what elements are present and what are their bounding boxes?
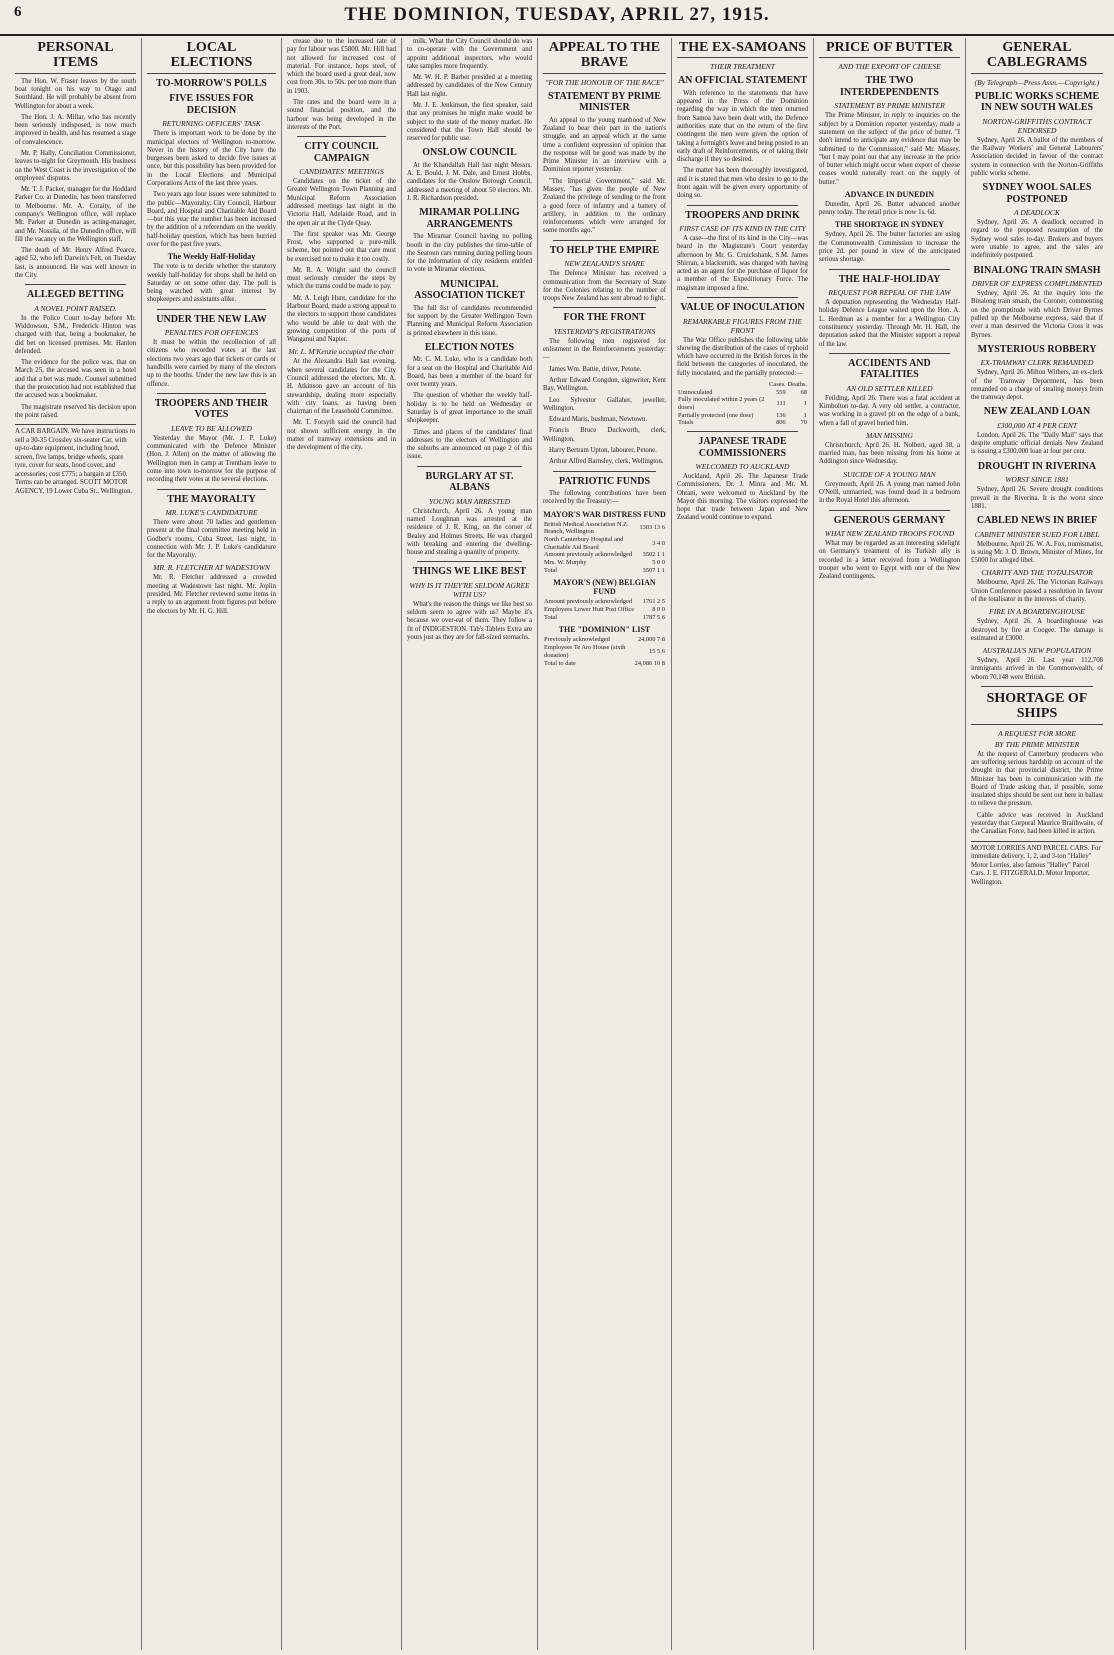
article-headline: SYDNEY WOOL SALES POSTPONED	[982, 182, 1092, 205]
article-paragraph: The Prime Minister, in reply to inquiries on the subject by a Dominion reporter yesterday, made a statement on the subject of the price of butter. "I don't intend to anticipate any evidence that may be submitted to the Commission," said Mr. Massey, "but I may point out that any increase in the price of butter which might occur when export of cheese ceases would naturally react on the supply of butter."	[819, 112, 960, 186]
article-headline: BINALONG TRAIN SMASH	[973, 264, 1101, 276]
divider	[829, 510, 950, 511]
article-headline: DROUGHT IN RIVERINA	[977, 460, 1097, 472]
article-headline: UNDER THE NEW LAW	[156, 313, 267, 325]
article-paragraph: Sydney, April 26. Last year 112,708 immigrants arrived in the Commonwealth, of whom 70,148 were British.	[971, 657, 1103, 681]
article-subhead: MR. R. FLETCHER AT WADESTOWN	[153, 563, 270, 573]
divider	[687, 431, 798, 432]
article-subhead: A DEADLOCK	[1014, 208, 1060, 218]
article-subhead: DRIVER OF EXPRESS COMPLIMENTED	[971, 279, 1103, 289]
table-cell: Mrs. W. Murphy	[544, 559, 587, 566]
table-cell: Previously acknowledged	[544, 636, 610, 644]
table-row	[677, 419, 808, 427]
list-item: James Wm. Battie, driver, Petone.	[549, 365, 642, 373]
article-columns	[10, 38, 1108, 1650]
table-row	[543, 644, 666, 659]
article-subhead: CANDIDATES' MEETINGS	[299, 167, 384, 177]
article-headline: VALUE OF INOCULATION	[680, 302, 805, 314]
article-paragraph: The rates and the board were in a sound financial position, and the harbour was being developed in the interests of the Port.	[287, 98, 396, 131]
article-headline: ALLEGED BETTING	[27, 289, 124, 301]
article-paragraph: The full list of candidates recommended for support by the Greater Wellington Town Planning and Municipal Reform Association is printed elsewhere in this issue.	[407, 304, 532, 337]
column-3	[282, 38, 402, 1650]
article-paragraph: London, April 26. The "Daily Mail" says that despite emphatic official denials New Zealand is issuing a £300,000 loan at four per cent.	[971, 431, 1103, 456]
article-paragraph: Cable advice was received in Auckland yesterday that Corporal Maurice Braithwaite, of the Canadian Force, had been killed in action.	[971, 811, 1103, 836]
table-row	[543, 660, 666, 668]
article-paragraph: The following men registered for enlistment in the Reinforcements yesterday:—	[543, 337, 666, 362]
article-headline: FOR THE FRONT	[563, 312, 646, 324]
divider	[157, 393, 266, 394]
table-row	[543, 551, 666, 559]
article-paragraph: The question of whether the weekly half-holiday is to be held on Wednesday or Saturday is of great importance to the small shopkeeper.	[407, 392, 532, 425]
article-headline: BURGLARY AT ST. ALBANS	[425, 470, 514, 494]
list-item: Arthur Edward Congdon, signwriter, Kent Bay, Wellington.	[543, 376, 666, 393]
table-title: THE "DOMINION" LIST	[558, 625, 651, 635]
table-cell: 3507 1 1	[642, 566, 665, 574]
column-1	[10, 38, 142, 1650]
article-headline: PUBLIC WORKS SCHEME IN NEW SOUTH WALES	[974, 90, 1100, 114]
article-paragraph: At the Alexandra Hall last evening, when several candidates for the City Council addressed the electors, Mr. A. H. Atkinson gave an account of his stewardship, dealing more especially with city loans, as having been chairman of the Leasehold Committee.	[287, 358, 396, 416]
article-paragraph: Two years ago four issues were submitted to the public—Mayoralty, City Council, Harbour Board, and Hospital and Charitable Aid Board—but this year the number has been increased by the addition of a referendum on the weekly half-holiday question, which has been hurried over for the past five years.	[147, 191, 276, 248]
table-row	[677, 389, 808, 397]
article-paragraph: Dunedin, April 26. Butter advanced another penny today. The retail price is now 1s. 6d.	[819, 200, 960, 217]
fund-table	[543, 598, 666, 621]
article-paragraph: It must be within the recollection of all citizens who recorded votes at the last elections two years ago that tickets or cards or handbills were carried by many of the electors up to the booths. Under the new law this is an offence.	[147, 339, 276, 388]
article-subhead: FIRST CASE OF ITS KIND IN THE CITY	[679, 224, 806, 234]
article-headline: ACCIDENTS AND FATALITIES	[848, 357, 931, 381]
table-header-cell: Cases.	[769, 380, 786, 388]
article-paragraph: The death of Mr. Henry Alfred Pearce, aged 52, who left Darwin's Felt, on Tuesday last, is announced. He was well known in the City.	[15, 247, 136, 279]
table-cell: Amount previously acknowledged	[544, 551, 633, 559]
article-subhead: YOUNG MAN ARRESTED	[428, 496, 511, 506]
article-headline: MUNICIPAL ASSOCIATION TICKET	[414, 278, 525, 302]
article-subhead: FIRE IN A BOARDINGHOUSE	[989, 607, 1085, 617]
table-cell: Fully inoculated within 2 years (2 doses)	[678, 396, 765, 411]
article-paragraph: Sydney, April 26. The butter factories are using the Commonwealth Commission to increase the price 2d. per pound in view of the anticipated serious shortage.	[819, 231, 960, 264]
article-paragraph: The Hon. J. A. Millar, who has recently been seriously indisposed, is now much improved in health, and has resumed a stage of convalescence.	[15, 113, 136, 146]
article-paragraph: There were about 70 ladies and gentlemen present at the final committee meeting held in Godber's rooms, Cuba Street, last night, in connection with Mr. J. P. Luke's candidature for the Mayoralty.	[147, 519, 276, 560]
article-paragraph: Sydney, April 26. A deadlock occurred in regard to the proposed resumption of the Sydney wool sales to-day. Brokers and buyers were unable to agree, and the sales are indefinitely postponed.	[971, 219, 1103, 260]
article-paragraph: The War Office publishes the following table showing the distribution of the cases of typhoid which have occurred in the British forces in the field between the categories of inoculated, the fully inoculated, and the partially protected:—	[677, 336, 808, 377]
table-cell: Amount previously acknowledged	[544, 598, 633, 606]
article-subhead: NEW ZEALAND'S SHARE	[564, 259, 645, 269]
column-2	[142, 38, 282, 1650]
table-cell: Employees Lower Hutt Post Office	[544, 606, 635, 614]
table-row	[543, 606, 666, 614]
table-header-cell: Deaths.	[787, 380, 807, 388]
article-paragraph: A case—the first of its kind in the City—was heard in the Magistrate's Court yesterday afternoon by Mr. G. Cruickshank, S.M. James Shirran, a blacksmith, was charged with having acted as an agent for the purchase of liquor for a member of the Expeditionary Force. The magistrate imposed a fine.	[677, 235, 808, 292]
article-subhead: MR. LUKE'S CANDIDATURE	[165, 508, 258, 517]
article-headline: MIRAMAR POLLING ARRANGEMENTS	[419, 207, 520, 230]
article-paragraph: Mr. J. E. Jenkinson, the first speaker, said that any promises he might make would be subject to the state of the money market. He considered that the Town Hall should be reserved for public use.	[407, 101, 532, 143]
divider	[829, 353, 950, 354]
table-row	[543, 598, 666, 606]
article-subhead: £300,000 AT 4 PER CENT	[996, 420, 1078, 430]
article-paragraph: Times and places of the candidates' final addresses to the electors of Wellington and the suburbs are announced on page 2 of this issue.	[407, 428, 532, 461]
article-headline: JAPANESE TRADE COMMISSIONERS	[698, 436, 787, 459]
article-subhead: THEIR TREATMENT	[710, 62, 775, 72]
article-headline: STATEMENT BY PRIME MINISTER	[548, 90, 661, 114]
list-item: Arthur Alfred Barnsley, clerk, Wellington.	[549, 458, 664, 466]
article-paragraph: The vote is to decide whether the statutory weekly half-holiday for shops shall be held on Saturday or on some other day. The poll is being watched with great interest by shopkeepers and assistants alike.	[147, 263, 276, 304]
table-cell: 8 0 0	[652, 606, 665, 614]
table-cell: 1303 13 6	[639, 524, 665, 532]
section-heading: THE EX-SAMOANS	[677, 40, 808, 58]
article-paragraph: The magistrate reserved his decision upon the point raised.	[15, 403, 136, 419]
table-row	[677, 412, 808, 420]
article-paragraph: Sydney, April 26. At the inquiry into the Binalong train smash, the Coroner, commenting on the promptitude with which Driver Byrnes pulled up the Melbourne express, said that if ever a man deserved the Victoria Cross it was Byrnes.	[971, 290, 1103, 339]
table-cell: 5 0 0	[652, 559, 665, 566]
article-paragraph: Christchurch, April 26. H. Nolbert, aged 38, a married man, has been missing from his home at Addington since Wednesday.	[819, 441, 960, 466]
article-paragraph: What may be regarded as an interesting sidelight on Germany's treatment of its Turkish ally is recorded in a letter received from a Wellington trooper who went to Egypt with one of the New Zealand contingents.	[819, 540, 960, 581]
masthead	[0, 0, 1114, 36]
article-paragraph: Mr. R. Fletcher addressed a crowded meeting at Wadestown last night. Mr. Joplin presided. Mr. Fletcher reviewed some items in a reply to an argument from figures put before the electors by Mr. H. G. Hill.	[147, 574, 276, 615]
article-subhead: NORTON-GRIFFITHS CONTRACT ENDORSED	[982, 116, 1092, 135]
table-cell: 68	[800, 388, 807, 396]
table-cell: 559	[776, 388, 786, 396]
article-paragraph: "The Imperial Government," said Mr. Massey, "has given the people of New Zealand the privilege of sending to the front a good force of infantry and a battery of artillery, in addition to the ordinary reinforcements which were arranged for some months ago."	[543, 177, 666, 235]
article-subhead: ADVANCE IN DUNEDIN	[844, 189, 935, 199]
table-cell: 1761 2 5	[642, 598, 665, 606]
article-headline: THE MAYORALTY	[167, 493, 256, 505]
divider	[687, 205, 798, 206]
column-4	[402, 38, 538, 1650]
article-paragraph: The evidence for the police was, that on March 25, the accused was seen in a hotel and that a bet was made. Counsel submitted that the prosecution had not established that the accused was a bookmaker.	[15, 359, 136, 400]
table-cell: Uninoculated	[678, 388, 713, 396]
article-subhead: EX-TRAMWAY CLERK REMANDED	[980, 358, 1094, 368]
article-paragraph: crease due to the increased rate of pay for labour was £5800. Mr. Hill had not allowed for increased cost of material. For instance, hops steel, of which the board used a great deal, now cost from 30s. to 50s. per ton more than in 1903.	[287, 38, 396, 95]
section-heading: PRICE OF BUTTER	[819, 40, 960, 58]
article-paragraph: Christchurch, April 26. A young man named Loughnan was arrested at the residence of J. R. King, on the corner of Bealey and Holmes Streets. He was charged with breaking and entering the dwelling-house and stealing a quantity of property.	[407, 507, 532, 557]
article-paragraph: A deputation representing the Wednesday Half-holiday Defence League waited upon the Hon. A. L. Herdman as a member for a Wellington City constituency yesterday. Through Mr. H. Hall, the deputation asked that the Minister support a repeal of the law.	[819, 299, 960, 348]
article-headline: PATRIOTIC FUNDS	[558, 475, 651, 487]
article-subhead: FIVE ISSUES FOR DECISION	[169, 93, 254, 116]
article-subhead: YESTERDAY'S REGISTRATIONS	[553, 326, 656, 336]
article-paragraph: Sydney, April 26. Severe drought conditions prevail in the Riverina. It is the worst since 1881.	[971, 486, 1103, 510]
article-subhead: RETURNING OFFICERS' TASK	[162, 119, 261, 129]
divider	[829, 269, 950, 270]
table-cell: 1	[803, 411, 807, 419]
article-paragraph: The Miramar Council having no polling booth in the city publishes the time-table of the Seatoun cars running during polling hours for the information of city residents entitled to vote in Miramar elections.	[407, 233, 532, 274]
table-row	[543, 521, 666, 536]
article-headline: CITY COUNCIL CAMPAIGN	[304, 141, 379, 164]
section-heading: GENERAL CABLEGRAMS	[971, 40, 1103, 74]
article-subhead: A NOVEL POINT RAISED.	[34, 303, 117, 313]
byline: (By Telegraph—Press Assn.—Copyright.)	[974, 77, 1100, 87]
table-row	[543, 614, 666, 622]
article-subhead: WHAT NEW ZEALAND TROOPS FOUND	[824, 529, 955, 539]
article-headline: NEW ZEALAND LOAN	[983, 406, 1091, 418]
article-subhead: WORST SINCE 1881	[1005, 475, 1069, 485]
article-paragraph: Sydney, April 26. A ballot of the members of the Railway Workers' and General Labourers' Association decided in favour of the contract system in connection with the Norton-Griffiths public works scheme.	[971, 136, 1103, 177]
article-subhead: REQUEST FOR REPEAL OF THE LAW	[828, 288, 951, 298]
table-cell: 3502 1 1	[642, 551, 665, 559]
article-subhead: LEAVE TO BE ALLOWED	[171, 423, 252, 433]
table-cell: Total to date	[544, 659, 576, 667]
article-subhead: CHARITY AND THE TOTALISATOR	[981, 568, 1093, 578]
divider	[25, 284, 126, 285]
article-paragraph: In the Police Court to-day before Mr. Widdowson, S.M., Frederick Hinton was charged with that, being a bookmaker, he did bet on licensed premises. Mr. Hanlon defended.	[15, 314, 136, 355]
list-item: Leo Sylvestor Gallaher, jeweller, Wellington.	[543, 396, 666, 412]
article-subhead: AND THE EXPORT OF CHEESE	[838, 62, 941, 72]
article-headline: ELECTION NOTES	[424, 341, 515, 353]
article-headline: TO HELP THE EMPIRE	[549, 244, 660, 256]
article-subhead: BY THE PRIME MINISTER	[994, 739, 1080, 749]
article-subhead: AUSTRALIA'S NEW POPULATION	[982, 646, 1092, 656]
divider	[297, 136, 386, 137]
table-cell: 1787 5 6	[642, 613, 665, 621]
article-paragraph: The following contributions have been received by the Treasury:—	[543, 490, 666, 506]
table-cell: 24,000 7 8	[637, 636, 665, 644]
article-subhead: REMARKABLE FIGURES FROM THE FRONT	[683, 316, 802, 335]
article-paragraph: Yesterday the Mayor (Mr. J. P. Luke) communicated with the Defence Minister (Hon. J. Allen) on the matter of allowing the Wellington men in camp at Trentham leave to come into town to-morrow for the purpose of recording their votes at the several elections.	[147, 434, 276, 484]
article-subhead: The Weekly Half-Holiday	[167, 252, 256, 262]
article-subhead: THE SHORTAGE IN SYDNEY	[834, 220, 945, 230]
section-heading: APPEAL TO THE BRAVE	[543, 40, 666, 74]
article-paragraph: Mr. P. Hally, Conciliation Commissioner, leaves to-night for Greymouth. His business on the West Coast is the investigation of the employees' disputes.	[15, 150, 136, 182]
article-paragraph: Mr. T. J. Packer, manager for the Hoddard Parker Co. at Dunedin, has been transferred to Melbourne. Mr. A. Coraity, of the company's Wellington office, will replace Mr. Parker at Dunedin as acting-manager, and Mr. Nossila, of the Dunedin office, will fill the vacancy on the Wellington staff.	[15, 186, 136, 243]
article-subhead: AN OLD SETTLER KILLED	[846, 383, 933, 393]
list-item: Francis Bruce Duckworth, clerk, Wellington.	[543, 427, 666, 443]
divider	[157, 309, 266, 310]
article-subhead: PENALTIES FOR OFFENCES	[164, 328, 259, 338]
table-title: MAYOR'S WAR DISTRESS FUND	[543, 509, 666, 519]
section-heading: SHORTAGE OF SHIPS	[971, 691, 1103, 725]
article-paragraph: Mr. W. H. P. Barber presided at a meeting addressed by candidates of the New Century Hall last night.	[407, 74, 532, 98]
article-headline: TROOPERS AND DRINK	[685, 209, 800, 221]
column-8	[966, 38, 1108, 1650]
table-cell: 24,086 10 8	[634, 659, 665, 667]
table-cell: 806	[776, 419, 786, 427]
classified-ad: A CAR BARGAIN. We have instructions to sell a 30-35 Crossley six-seater Car, with up-to-date equipment, including hood, screen, five lamps, bridge wheels, spare tyre, cover for seats, hood cover, and accessories; cost £775; a bargain at £350. Terms can be arranged. SCOTT MOTOR AGENCY, 19 Lower Cuba St., Wellington.	[15, 424, 136, 496]
table-header-cell	[677, 381, 768, 389]
table-cell: Total	[544, 566, 558, 574]
column-7	[814, 38, 966, 1650]
article-paragraph: With reference to the statements that have appeared in the Press of the Dominion regarding the way in which the men returned from Samoa have been dealt with, the Defence authorities state that on the return of the first contingent the men were given the option of taking a fortnight's leave and being posted to an early draft of Reinforcements, or of taking their discharge if they so desired.	[677, 89, 808, 164]
article-paragraph: What's the reason the things we like best so seldom seem to agree with us? Maybe it's because we over-eat of them. They follow a fit of INDIGESTION. Tab's Tablets Extra are yours just as they are for fall-sized stomachs.	[407, 600, 532, 641]
classified-ad: MOTOR LORRIES AND PARCEL CARS. For immediate delivery, 1, 2, and 3-ton "Halley" Motor Lorries, also famous "Halley" Parcel Cars. J. E. FITZGERALD, Motor Importer, Wellington.	[971, 841, 1103, 887]
article-paragraph: At the Khandallah Hall last night Messrs. A. E. Bould, J. M. Dale, and Ernest Hobbs, candidates for the Onslow Borough Council, addressed a meeting of about 50 electors. Mr. J. R. Richardson presided.	[407, 161, 532, 202]
article-paragraph: milk. What the City Council should do was to co-operate with the Government and appoint additional inspectors, who would take samples more frequently.	[407, 38, 532, 70]
table-cell: North Canterbury Hospital and Charitable Aid Board	[544, 535, 624, 551]
article-paragraph: There is important work to be done by the municipal electors of Wellington to-morrow. Never in the history of the City have the burgesses been asked to decide five issues at once, but this possibility has been provided for in the Local Elections and Municipal Corporations Acts of the last three years.	[147, 130, 276, 187]
table-row	[543, 559, 666, 567]
article-paragraph: Candidates on the ticket of the Greater Wellington Town Planning and Municipal Reform Association addressed meetings last night in the Victoria Hall, Adelaide Road, and in the open air at the Clyde Quay.	[287, 178, 396, 227]
article-subhead: CABINET MINISTER SUED FOR LIBEL	[974, 529, 1100, 539]
table-header-row	[677, 381, 808, 389]
section-heading: LOCAL ELECTIONS	[147, 40, 276, 74]
article-subhead: TO-MORROW'S POLLS	[156, 77, 267, 89]
article-headline: TROOPERS AND THEIR VOTES	[154, 397, 269, 421]
article-subhead: Mr. L. M'Kenzie occupied the chair	[288, 347, 395, 357]
divider	[553, 307, 656, 308]
article-paragraph: Greymouth, April 26. A young man named John O'Neill, unmarried, was found dead in a bedroom in the Royal Hotel this afternoon.	[819, 480, 960, 505]
article-paragraph: Melbourne, April 26. W. A. Fox, numismatist, is suing Mr. J. D. Brown, Minister of Mines, for £5000 for alleged libel.	[971, 540, 1103, 565]
article-headline: THE TWO INTERDEPENDENTS	[840, 75, 939, 98]
article-subhead: STATEMENT BY PRIME MINISTER	[834, 101, 945, 111]
article-subhead: WHY IS IT THEY'RE SELDOM AGREE WITH US?	[409, 580, 530, 599]
table-cell: 111	[776, 400, 786, 408]
article-paragraph: Melbourne, April 26. The Victorian Railways Union Conference passed a resolution in favour of the totalisator in the interests of charity.	[971, 579, 1103, 603]
table-cell: 136	[776, 411, 786, 419]
table-cell: Total	[544, 613, 558, 621]
article-subhead: "FOR THE HONOUR OF THE RACE"	[545, 77, 664, 87]
table-cell: Employees Te Aro House (sixth donation)	[544, 644, 626, 659]
table-row	[543, 536, 666, 551]
column-6	[672, 38, 814, 1650]
article-subhead: A REQUEST FOR MORE	[998, 728, 1076, 738]
section-heading: PERSONAL ITEMS	[15, 40, 136, 74]
table-cell: 1	[803, 400, 807, 408]
column-5	[538, 38, 672, 1650]
article-headline: AN OFFICIAL STATEMENT	[677, 75, 808, 87]
article-headline: MYSTERIOUS ROBBERY	[977, 343, 1097, 355]
article-headline: THE HALF-HOLIDAY	[838, 273, 941, 285]
article-paragraph: Sydney, April 26. A boardinghouse was destroyed by fire at Coogee. The damage is estimated at £3000.	[971, 618, 1103, 642]
article-subhead: WELCOMED TO AUCKLAND	[695, 462, 790, 472]
table-cell: Totals	[678, 419, 694, 427]
table-row	[677, 396, 808, 411]
newspaper-title: THE DOMINION, TUESDAY, APRIL 27, 1915.	[344, 4, 770, 25]
table-cell: British Medical Association N.Z. Branch, Wellington	[544, 520, 629, 536]
table-row	[543, 567, 666, 575]
article-paragraph: The matter has been thoroughly investigated, and it is stated that men who desire to go to the front again will be given every opportunity of doing so.	[677, 167, 808, 200]
article-subhead: MAN MISSING	[866, 430, 913, 440]
divider	[553, 240, 656, 241]
list-item: Edward Maris, bushman, Newtown.	[549, 416, 648, 424]
inoculation-table	[677, 381, 808, 427]
article-paragraph: The first speaker was Mr. George Frost, who supported a pure-milk scheme, but pointed out that care must be exercised not to make it too costly.	[287, 230, 396, 263]
article-paragraph: The Hon. W. Fraser leaves by the south boat tonight on his way to Otago and Southland. He will probably be absent from Wellington for about a week.	[15, 77, 136, 110]
article-paragraph: Sydney, April 26. Milton Withers, an ex-clerk of the Tramway Department, has been remanded on a charge of stealing moneys from the tramway depot.	[971, 369, 1103, 402]
divider	[417, 466, 522, 467]
article-paragraph: Mr. T. Forsyth said the council had not shown sufficient energy in the matter of tramway extensions and in the development of the city.	[287, 419, 396, 452]
article-subhead: SUICIDE OF A YOUNG MAN	[843, 469, 936, 479]
divider	[687, 297, 798, 298]
table-cell: 70	[800, 419, 807, 427]
article-headline: THINGS WE LIKE BEST	[412, 566, 527, 578]
fund-table	[543, 636, 666, 667]
divider	[157, 489, 266, 490]
article-headline: GENEROUS GERMANY	[833, 514, 946, 526]
article-headline: ONSLOW COUNCIL	[422, 147, 517, 159]
article-paragraph: The Defence Minister has received a communication from the Secretary of State for the Colonies relating to the number of troops New Zealand has sent abroad to fight.	[543, 270, 666, 303]
article-headline: CABLED NEWS IN BRIEF	[976, 515, 1098, 527]
article-paragraph: Mr. R. A. Wright said the council must seriously consider the steps by which the trams could be made to pay.	[287, 266, 396, 291]
table-cell: Partially protected (one dose)	[678, 411, 754, 419]
divider	[417, 561, 522, 562]
article-paragraph: Feilding, April 26. There was a fatal accident at Kimbolton to-day. A very old settler, a contractor, was working in a gravel pit on the edge of a bank, when a fall of gravel buried him.	[819, 394, 960, 427]
article-paragraph: Auckland, April 26. The Japanese Trade Commissioners, Dr. J. Minra and Mr. M. Ohtani, were welcomed to Auckland by the Mayor this morning. The visitors expressed the hope that trade between Japan and New Zealand would continue to expand.	[677, 473, 808, 522]
divider	[981, 686, 1093, 687]
table-cell: 15 5 6	[649, 647, 665, 655]
article-paragraph: At the request of Canterbury producers who are suffering serious hardship on account of the drought in that provincial district, the Prime Minister has been in communication with the Board of Trade asking that, if possible, some insulated ships should be sent out here in ballast to relieve the pressure.	[971, 750, 1103, 808]
table-row	[543, 636, 666, 644]
table-cell: 3 4 0	[652, 539, 665, 547]
article-paragraph: An appeal to the young manhood of New Zealand to bear their part in the nation's struggle, and an appeal which at the same time a confident expression of opinion that the response will be good was made by the Prime Minister in an interview with a Dominion reporter yesterday.	[543, 116, 666, 174]
article-paragraph: Mr. C. M. Luke, who is a candidate both for a seat on the Hospital and Charitable Aid Board, has been a member of the board for over twenty years.	[407, 356, 532, 389]
article-paragraph: Mr. A. Leigh Hunt, candidate for the Harbour Board, made a strong appeal to the electors to support those candidates who would be able to deal with the growing competition of the ports of Wanganui and Napier.	[287, 294, 396, 344]
page-number: 6	[14, 4, 22, 20]
fund-table	[543, 521, 666, 575]
list-item: Harry Bertram Upton, labourer, Petone.	[549, 446, 657, 454]
table-title: MAYOR'S (NEW) BELGIAN FUND	[553, 578, 656, 597]
divider	[553, 471, 656, 472]
